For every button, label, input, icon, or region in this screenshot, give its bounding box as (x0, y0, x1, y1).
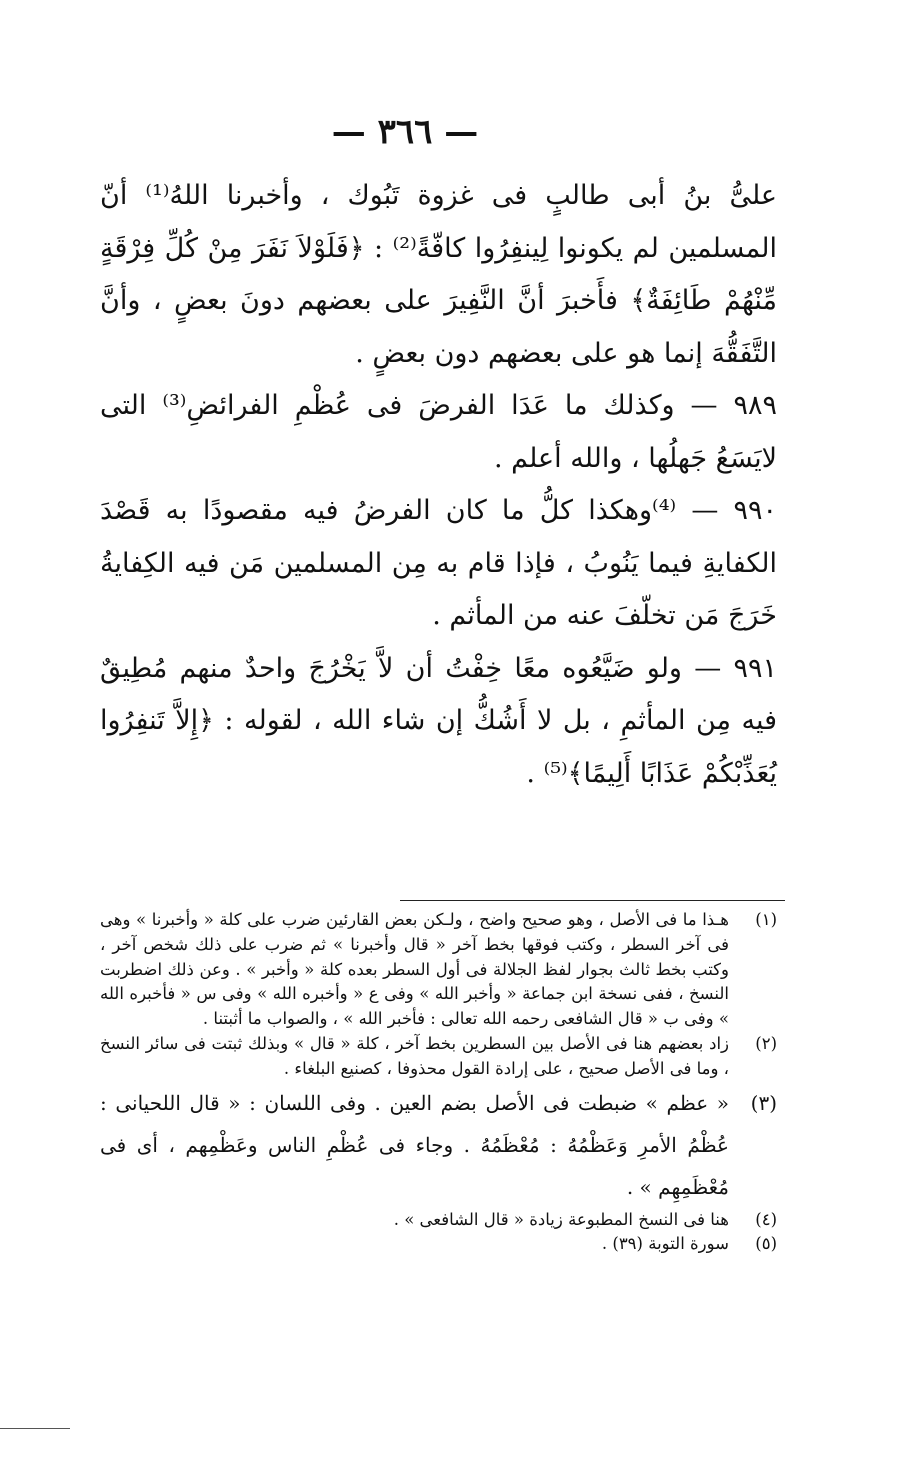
footnote-1 (100, 908, 777, 1032)
footnote-5 (100, 1232, 777, 1257)
footnote-text: زاد بعضهم هنا فى الأصل بين السطرين بخط آخر ، كلة « قال » وبذلك ثبتت فى سائر النسخ ، وما فى الأصل صحيح ، على إرادة القول محذوفا ، كصنيع البلغاء . (100, 1033, 729, 1078)
footnote-number: (١) (755, 910, 777, 929)
page-number: — ٣٦٦ — (331, 112, 479, 152)
footnote-divider (400, 900, 785, 901)
footnote-number: (٥) (755, 1234, 777, 1254)
footnote-number: (٣) (750, 1090, 777, 1115)
footnote-number: (٢) (755, 1033, 777, 1053)
footnote-text: هـذا ما فى الأصل ، وهو صحيح واضح ، ولـكن بعض القارئين ضرب على كلة « وأخبرنا » وهى فى آخر السطر ، وكتب فوقها بخط آخر « قال وأخبرنا » ثم ضرب على ذلك شخص آخر ، وكتب بخط ثالث بجوار لفظ الجلالة فى أول السطر بعده كلة « وأخبر » . وعن ذلك اضطربت النسخ ، ففى نسخة ابن جماعة « وأخبر الله » وفى ع « وأخبره الله » وفى س « فأخبره الله » وفى ب « قال الشافعى رحمه الله تعالى : فأخبر الله » ، والصواب ما أثبتنا . (100, 910, 729, 1029)
footnotes (100, 908, 777, 1257)
paragraph-991: ٩٩١ — ولو ضَيَّعُوه معًا خِفْتُ أن لاَّ يَخْرُجَ واحدٌ منهم مُطِيقٌ فيه مِن المأثمِ ، بل لا أَشُكُّ إن شاء الله ، لقوله : ﴿إِلاَّ تَنفِرُوا يُعَذِّبْكُمْ عَذَابًا أَلِيمًا﴾⁽⁵⁾ . (100, 652, 777, 789)
footnote-number: (٤) (755, 1209, 777, 1229)
footnote-3 (100, 1082, 777, 1208)
page-edge-mark (0, 1428, 70, 1429)
footnote-text: هنا فى النسخ المطبوعة زيادة « قال الشافعى » . (393, 1209, 729, 1229)
footnote-2 (100, 1032, 777, 1082)
footnote-text: « عظم » ضبطت فى الأصل بضم العين . وفى اللسان : « قال اللحيانى : عُظْمُ الأمرِ وَعَظْمُهُ : مُعْظَمُهُ . وجاء فى عُظْمِ الناس وعَظْمِهم ، أى فى مُعْظَمِهِم » . (100, 1090, 729, 1199)
paragraph-989: ٩٨٩ — وكذلك ما عَدَا الفرضَ فى عُظْمِ الفرائضِ⁽³⁾ التى لايَسَعُ جَهلُها ، والله أعلم . (100, 390, 777, 474)
footnote-4 (100, 1208, 777, 1233)
main-text (100, 170, 777, 800)
footnote-text: سورة التوبة (٣٩) . (601, 1234, 729, 1254)
paragraph-opening: علىُّ بنُ أبى طالبٍ فى غزوة تَبُوك ، وأخبرنا اللهُ⁽¹⁾ أنّ المسلمين لم يكونوا لِينفِرُوا كافّةً⁽²⁾ : ﴿فَلَوْلاَ نَفَرَ مِنْ كُلِّ فِرْقَةٍ مِّنْهُمْ طَائِفَةٌ﴾ فأَخبرَ أنَّ النَّفِيرَ على بعضهم دونَ بعضٍ ، وأنَّ التَّفَقُّهَ إنما هو على بعضهم دون بعضٍ . (100, 180, 778, 369)
paragraph-990: ٩٩٠ — ⁽⁴⁾وهكذا كلُّ ما كان الفرضُ فيه مقصودًا به قَصْدَ الكفايةِ فيما يَنُوبُ ، فإذا قام به مِن المسلمين مَن فيه الكِفايةُ خَرَجَ مَن تخلّفَ عنه من المأثم . (100, 495, 777, 631)
